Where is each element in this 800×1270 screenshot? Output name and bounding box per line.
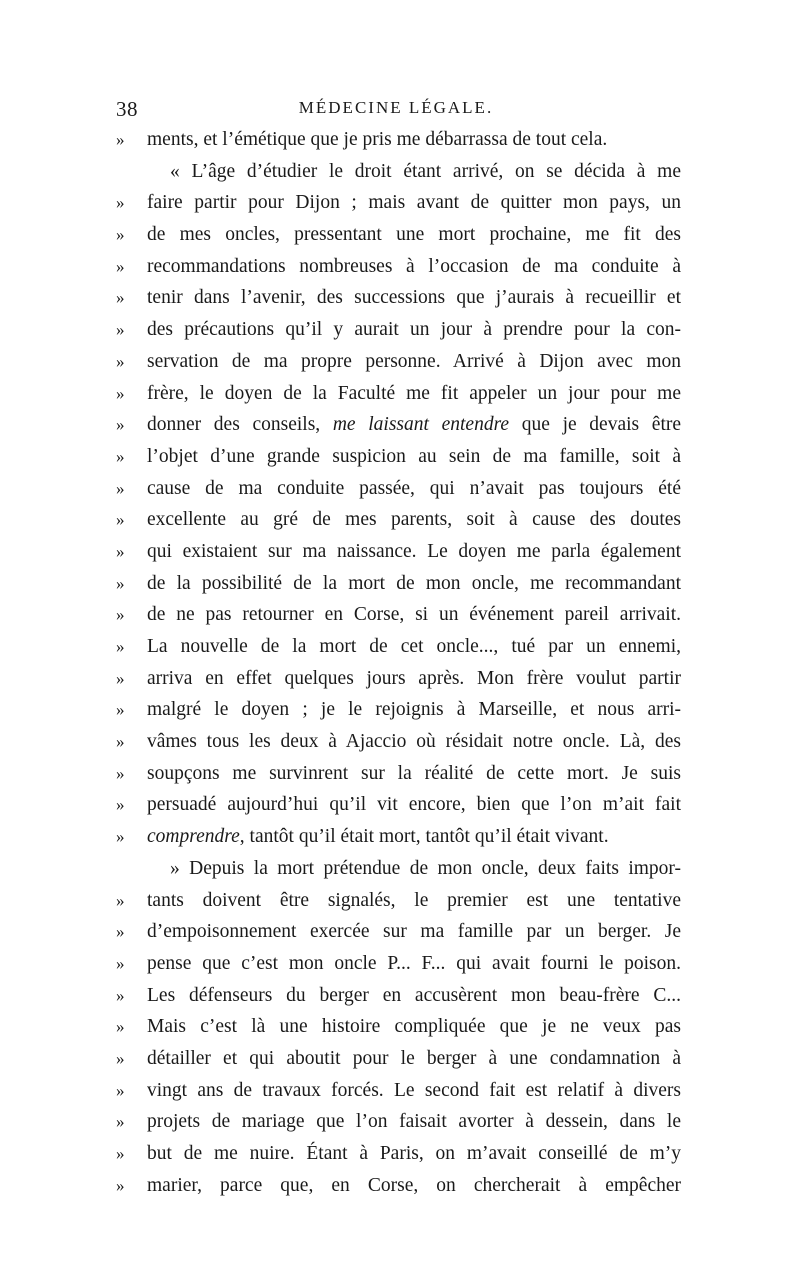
text-line	[116, 789, 681, 821]
guillemet-marker: »	[116, 605, 125, 625]
line-text: ments, et l’émétique que je pris me débarrassa de tout cela.	[147, 129, 608, 150]
guillemet-marker: »	[116, 732, 125, 752]
line-text: » Depuis la mort prétendue de mon oncle, deux faits impor-	[170, 857, 681, 879]
text-line	[116, 409, 681, 441]
italic-phrase: me laissant entendre	[332, 414, 510, 436]
line-text: de la possibilité de la mort de mon oncle, me recommandant	[147, 572, 681, 594]
text-line	[116, 980, 681, 1012]
guillemet-marker: »	[116, 320, 125, 340]
page-number: 38	[116, 97, 138, 121]
guillemet-marker: »	[116, 510, 125, 530]
guillemet-marker: »	[116, 193, 125, 213]
guillemet-marker: »	[116, 256, 125, 276]
text-line	[116, 726, 681, 758]
text-line	[116, 314, 681, 346]
line-text: détailler et qui aboutit pour le berger à une condamnation à	[147, 1047, 681, 1069]
line-text: tants doivent être signalés, le premier est une tentative	[147, 889, 681, 911]
body-text	[116, 124, 681, 1201]
line-text: « L’âge d’étudier le droit étant arrivé, on se décida à me	[170, 160, 681, 182]
line-text: de ne pas retourner en Corse, si un événement pareil arrivait.	[147, 604, 681, 626]
line-text: frère, le doyen de la Faculté me fit appeler un jour pour me	[147, 382, 681, 404]
guillemet-marker: »	[116, 573, 125, 593]
guillemet-marker: »	[116, 351, 125, 371]
line-text: Mais c’est là une histoire compliquée que je ne veux pas	[147, 1016, 681, 1038]
guillemet-marker: »	[116, 763, 125, 783]
line-text: vingt ans de travaux forcés. Le second fait est relatif à divers	[147, 1079, 681, 1101]
line-text: excellente au gré de mes parents, soit à cause des doutes	[147, 509, 681, 531]
text-segment: , tantôt qu’il était mort, tantôt qu’il était vivant.	[239, 826, 609, 848]
guillemet-marker: »	[116, 478, 125, 498]
guillemet-marker: »	[116, 637, 125, 656]
text-segment: donner des conseils,	[147, 414, 333, 436]
guillemet-marker: »	[116, 795, 125, 815]
line-text: d’empoisonnement exercée sur ma famille par un berger. Je	[147, 921, 681, 943]
line-text	[147, 821, 681, 853]
line-text: qui existaient sur ma naissance. Le doyen me parla également	[147, 540, 681, 562]
text-line	[116, 663, 681, 695]
guillemet-marker: »	[116, 415, 125, 435]
guillemet-marker: »	[116, 225, 125, 245]
line-text: l’objet d’une grande suspicion au sein de ma famille, soit à	[147, 445, 681, 467]
text-line	[116, 853, 681, 885]
text-line	[116, 821, 681, 853]
text-line	[116, 1011, 681, 1043]
guillemet-marker: »	[116, 922, 125, 942]
guillemet-marker: »	[116, 1112, 125, 1132]
text-line	[116, 599, 681, 631]
guillemet-marker: »	[116, 827, 125, 847]
line-text: soupçons me survinrent sur la réalité de cette mort. Je suis	[147, 762, 681, 784]
text-line	[116, 441, 681, 473]
guillemet-marker: »	[116, 541, 125, 561]
line-text: tenir dans l’avenir, des successions que j’aurais à recueillir et	[147, 287, 681, 309]
line-text: La nouvelle de la mort de cet oncle..., tué par un ennemi,	[147, 636, 681, 657]
line-text: malgré le doyen ; je le rejoignis à Marseille, et nous arri-	[147, 699, 681, 721]
guillemet-marker: »	[116, 383, 125, 403]
text-line	[116, 219, 681, 251]
page-header	[116, 97, 676, 123]
line-text: arriva en effet quelques jours après. Mon frère voulut partir	[147, 667, 681, 689]
text-line	[116, 251, 681, 283]
text-line	[116, 1075, 681, 1107]
text-line	[116, 948, 681, 980]
text-line	[116, 1106, 681, 1138]
text-line	[116, 694, 681, 726]
text-line	[116, 156, 681, 188]
line-text: cause de ma conduite passée, qui n’avait pas toujours été	[147, 477, 681, 499]
guillemet-marker: »	[116, 668, 125, 688]
line-text: pense que c’est mon oncle P... F... qui avait fourni le poison.	[147, 952, 681, 974]
text-line	[116, 916, 681, 948]
line-text: Les défenseurs du berger en accusèrent mon beau-frère C...	[147, 984, 681, 1006]
line-text: servation de ma propre personne. Arrivé à Dijon avec mon	[147, 350, 681, 372]
text-line	[116, 568, 681, 600]
line-text: projets de mariage que l’on faisait avorter à dessein, dans le	[147, 1111, 681, 1133]
text-line	[116, 504, 681, 536]
guillemet-marker: »	[116, 130, 125, 149]
line-text: persuadé aujourd’hui qu’il vit encore, bien que l’on m’ait fait	[147, 794, 681, 816]
line-text: faire partir pour Dijon ; mais avant de quitter mon pays, un	[147, 192, 681, 214]
guillemet-marker: »	[116, 1144, 125, 1163]
text-line	[116, 124, 681, 156]
text-line	[116, 885, 681, 917]
line-text: des précautions qu’il y aurait un jour à prendre pour la con-	[147, 319, 681, 341]
italic-phrase: comprendre	[147, 826, 240, 848]
text-line	[116, 536, 681, 568]
text-line	[116, 473, 681, 505]
guillemet-marker: »	[116, 700, 125, 720]
text-line	[116, 631, 681, 663]
text-segment: que je devais être	[509, 414, 682, 436]
guillemet-marker: »	[116, 985, 125, 1005]
guillemet-marker: »	[116, 953, 125, 973]
text-line	[116, 758, 681, 790]
guillemet-marker: »	[116, 890, 125, 910]
text-line	[116, 378, 681, 410]
text-line	[116, 1043, 681, 1075]
line-text: de mes oncles, pressentant une mort prochaine, me fit des	[147, 224, 681, 246]
text-line	[116, 346, 681, 378]
guillemet-marker: »	[116, 288, 125, 308]
text-line	[116, 1170, 681, 1202]
guillemet-marker: »	[116, 446, 125, 466]
running-title: MÉDECINE LÉGALE.	[298, 98, 494, 117]
guillemet-marker: »	[116, 1080, 125, 1100]
line-text: but de me nuire. Étant à Paris, on m’avait conseillé de m’y	[147, 1143, 681, 1164]
text-line	[116, 1138, 681, 1170]
line-text: marier, parce que, en Corse, on chercherait à empêcher	[147, 1174, 681, 1196]
guillemet-marker: »	[116, 1017, 125, 1037]
line-text	[147, 409, 681, 441]
text-line	[116, 187, 681, 219]
line-text: recommandations nombreuses à l’occasion de ma conduite à	[147, 255, 681, 277]
line-text: vâmes tous les deux à Ajaccio où résidait notre oncle. Là, des	[147, 731, 681, 753]
guillemet-marker: »	[116, 1048, 125, 1068]
text-line	[116, 282, 681, 314]
guillemet-marker: »	[116, 1175, 125, 1195]
